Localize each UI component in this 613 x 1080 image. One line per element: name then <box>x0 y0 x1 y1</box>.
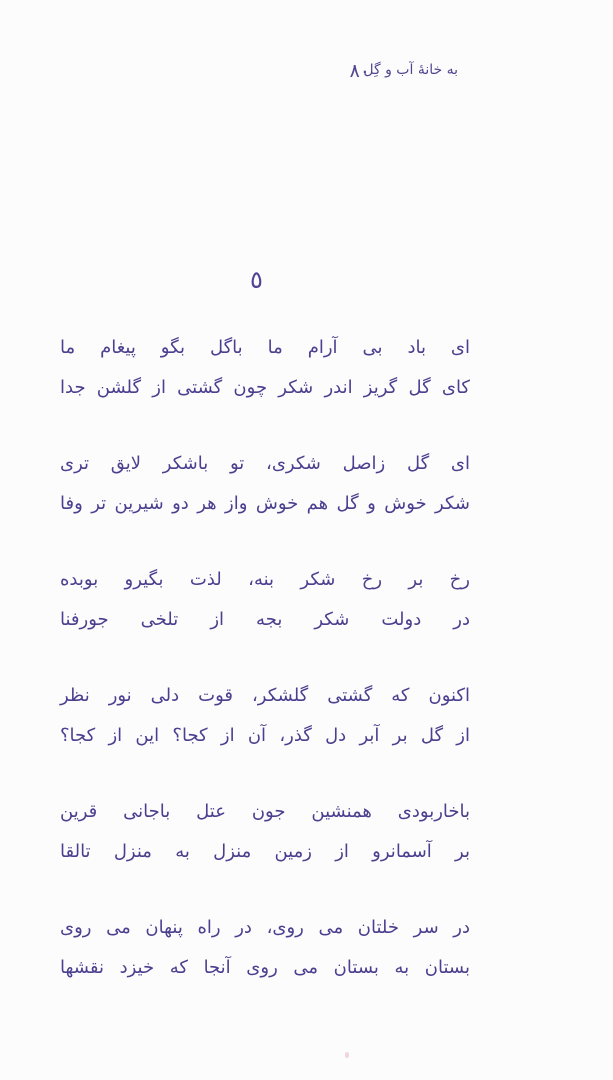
stanza-5 <box>60 792 470 908</box>
section-number <box>0 266 613 294</box>
book-title: به خانهٔ آب و گِل <box>363 62 458 78</box>
stanza-3 <box>60 560 470 676</box>
poem-line: از گل بر آبر دل گذر، آن از کجا؟ این از کجا؟ <box>60 725 470 746</box>
poem-line: باخاربودی همنشین جون عتل باجانی قرین <box>60 801 470 822</box>
ink-speck <box>345 1052 349 1058</box>
stanza-2 <box>60 444 470 560</box>
poem-line: ای باد بی آرام ما باگل بگو پیغام ما <box>60 337 470 358</box>
poem-line: ای گل زاصل شکری، تو باشکر لایق تری <box>60 453 470 474</box>
poem-line: رخ بر رخ شکر بنه، لذت بگیرو بوبده <box>60 569 470 590</box>
stanza-6 <box>60 908 470 1024</box>
poem-line: اکنون که گشتی گلشکر، قوت دلی نور نظر <box>60 685 470 706</box>
stanza-4 <box>60 676 470 792</box>
poem-line: در دولت شکر بجه از تلخی جورفنا <box>60 609 470 630</box>
stanza-1 <box>60 328 470 444</box>
running-head <box>350 60 520 88</box>
poem-line: بر آسمانرو از زمین منزل به منزل تالقا <box>60 841 470 862</box>
section-number-text: ٥ <box>250 266 263 294</box>
page-number: ۸۰ <box>349 60 370 82</box>
poem-line: شکر خوش و گل هم خوش واز هر دو شیرین تر وفا <box>60 493 470 514</box>
poem-line: کای گل گریز اندر شکر چون گشتی از گلشن جدا <box>60 377 470 398</box>
poem-line: در سر خلتان می روی، در راه پنهان می روی <box>60 917 470 938</box>
poem-line: بستان به بستان می روی آنجا که خیزد نقشها <box>60 957 470 978</box>
poem <box>60 328 470 1024</box>
